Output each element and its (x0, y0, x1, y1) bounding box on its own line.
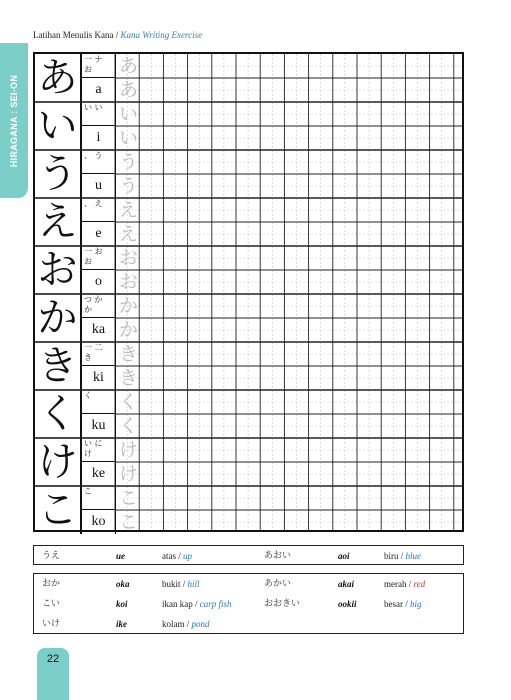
stroke-order: く (82, 390, 116, 414)
vocab-box-block (33, 573, 464, 634)
vocab-meaning-en: hill (187, 579, 200, 589)
trace-kana: く (118, 414, 138, 437)
page-header (33, 30, 202, 40)
kana-row (35, 54, 462, 102)
kana-row (35, 246, 462, 294)
vocab-romaji: akai (338, 579, 355, 589)
romaji-label: ku (82, 414, 116, 438)
vocab-kana: おか (42, 579, 61, 589)
vocab-meaning-en: pond (191, 619, 210, 629)
romaji-label: o (82, 270, 116, 294)
romaji-label: e (82, 222, 116, 246)
vocab-meaning-en: red (413, 579, 426, 589)
vocab-romaji: oka (116, 579, 130, 589)
vocab-row (34, 594, 463, 614)
practice-grid (33, 52, 464, 532)
section-label: HIRAGANA : SEI-ON (9, 74, 19, 167)
page-number-tab (37, 648, 69, 700)
model-kana: う (35, 150, 82, 198)
kana-row (35, 390, 462, 438)
vocab-meaning-id: merah (384, 579, 407, 589)
vocab-kana: あおい (264, 551, 292, 561)
kana-row (35, 294, 462, 342)
trace-kana: い (118, 102, 138, 125)
stroke-order: 一 ナ お (82, 54, 116, 78)
vocab-meaning-en: carp fish (199, 599, 232, 609)
vocab-meaning: ikan kap / carp fish (162, 599, 232, 609)
stroke-order: つ か か (82, 294, 116, 318)
romaji-label: u (82, 174, 116, 198)
vocab-kana: おおきい (264, 599, 301, 609)
trace-kana: う (118, 174, 138, 197)
vocab-row (34, 546, 463, 566)
vocab-meaning: merah / red (384, 579, 426, 589)
header-title: Latihan Menulis Kana (33, 30, 114, 40)
vocab-meaning: bukit / hill (162, 579, 200, 589)
stroke-order: 、 え (82, 198, 116, 222)
trace-kana: あ (118, 54, 138, 77)
vocab-meaning-en: up (183, 551, 193, 561)
trace-kana: こ (118, 510, 138, 533)
vocab-meaning-id: bukit (162, 579, 181, 589)
kana-row (35, 198, 462, 246)
vocab-meaning-id: besar (384, 599, 403, 609)
romaji-label: ka (82, 318, 116, 342)
trace-kana: あ (118, 78, 138, 101)
stroke-order: い に け (82, 438, 116, 462)
trace-kana: お (118, 246, 138, 269)
vocab-meaning-id: biru (384, 551, 399, 561)
stroke-order: 、 う (82, 150, 116, 174)
model-kana: き (35, 342, 82, 390)
vocab-romaji: aoi (338, 551, 350, 561)
stroke-order: 一 二 き (82, 342, 116, 366)
vocab-meaning: biru / blue (384, 551, 422, 561)
vocab-meaning-id: ikan kap (162, 599, 193, 609)
vocab-kana: いけ (42, 619, 61, 629)
romaji-label: ke (82, 462, 116, 486)
model-kana: こ (35, 486, 82, 534)
trace-kana: お (118, 270, 138, 293)
trace-kana: け (118, 438, 138, 461)
vocab-romaji: ike (116, 619, 127, 629)
kana-row (35, 150, 462, 198)
romaji-label: ki (82, 366, 116, 390)
trace-kana: か (118, 294, 138, 317)
trace-kana: き (118, 366, 138, 389)
model-kana: か (35, 294, 82, 342)
vocab-meaning: besar / big (384, 599, 422, 609)
vocab-meaning-en: blue (405, 551, 422, 561)
header-title-en: Kana Writing Exercise (120, 30, 203, 40)
section-side-tab (0, 43, 28, 198)
kana-row (35, 486, 462, 534)
trace-kana: え (118, 222, 138, 245)
trace-kana: き (118, 342, 138, 365)
vocab-row (34, 614, 463, 634)
trace-kana: い (118, 126, 138, 149)
vocab-romaji: ookii (338, 599, 357, 609)
vocab-meaning-id: atas (162, 551, 176, 561)
trace-kana: け (118, 462, 138, 485)
romaji-label: i (82, 126, 116, 150)
kana-row (35, 438, 462, 486)
trace-kana: え (118, 198, 138, 221)
trace-kana: こ (118, 486, 138, 509)
kana-row (35, 342, 462, 390)
vocab-romaji: koi (116, 599, 128, 609)
model-kana: い (35, 102, 82, 150)
vocab-box-single (33, 545, 464, 565)
vocab-meaning-id: kolam (162, 619, 185, 629)
stroke-order: 一 お お (82, 246, 116, 270)
vocab-row (34, 574, 463, 594)
header-separator: / (113, 30, 121, 40)
vocab-kana: うえ (42, 551, 61, 561)
page-number: 22 (46, 653, 60, 665)
trace-kana: う (118, 150, 138, 173)
stroke-order: い い (82, 102, 116, 126)
vocab-meaning-en: big (410, 599, 422, 609)
model-kana: あ (35, 54, 82, 102)
vocab-meaning: kolam / pond (162, 619, 210, 629)
trace-kana: く (118, 390, 138, 413)
vocab-romaji: ue (116, 551, 125, 561)
vocab-meaning: atas / up (162, 551, 193, 561)
vocab-kana: こい (42, 599, 61, 609)
kana-row (35, 102, 462, 150)
stroke-order: こ (82, 486, 116, 510)
romaji-label: a (82, 78, 116, 102)
trace-kana: か (118, 318, 138, 341)
model-kana: く (35, 390, 82, 438)
model-kana: お (35, 246, 82, 294)
model-kana: け (35, 438, 82, 486)
romaji-label: ko (82, 510, 116, 534)
model-kana: え (35, 198, 82, 246)
vocab-kana: あかい (264, 579, 292, 589)
